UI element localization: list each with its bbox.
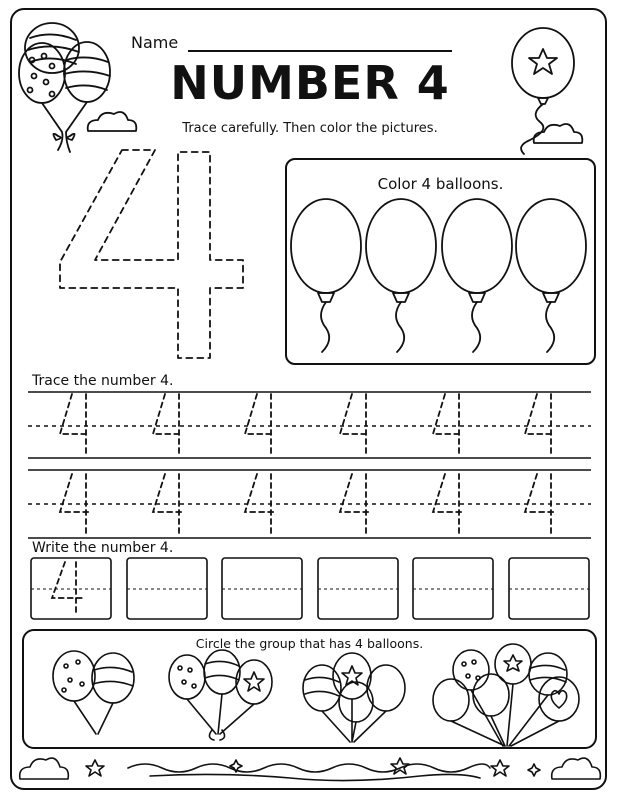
- trace-four: [433, 474, 463, 536]
- sparkle-icon: [528, 764, 540, 776]
- trace-four: [245, 394, 275, 456]
- trace-four: [340, 394, 370, 456]
- write-section-label: Write the number 4.: [32, 540, 174, 556]
- trace-four: [525, 394, 555, 456]
- trace-four: [60, 394, 90, 456]
- worksheet-title: NUMBER 4: [170, 56, 450, 110]
- worksheet-subtitle: Trace carefully. Then color the pictures.: [182, 121, 438, 136]
- name-label: Name: [131, 33, 179, 52]
- trace-guidelines: [28, 392, 591, 538]
- trace-four: [525, 474, 555, 536]
- trace-four: [60, 474, 90, 536]
- trace-four: [153, 394, 183, 456]
- trace-four: [153, 474, 183, 536]
- trace-large-four: [60, 150, 243, 358]
- trace-four: [340, 474, 370, 536]
- trace-section-label: Trace the number 4.: [32, 373, 174, 389]
- star-icon: [86, 760, 104, 776]
- star-balloon-icon: [512, 28, 574, 154]
- color-instruction: Color 4 balloons.: [377, 175, 504, 193]
- star-icon: [391, 758, 409, 774]
- name-field-line[interactable]: [188, 50, 452, 52]
- write-boxes: [31, 558, 589, 619]
- circle-instruction: Circle the group that has 4 balloons.: [195, 636, 424, 651]
- cloud-icon: [552, 758, 601, 779]
- trace-four: [433, 394, 463, 456]
- trace-digits: [60, 394, 555, 536]
- balloon-cluster-top-left-icon: [19, 23, 110, 152]
- trace-four: [245, 474, 275, 536]
- cloud-icon: [20, 758, 69, 779]
- wave-divider: [128, 764, 490, 772]
- cloud-icon: [88, 112, 137, 131]
- star-icon: [491, 760, 509, 776]
